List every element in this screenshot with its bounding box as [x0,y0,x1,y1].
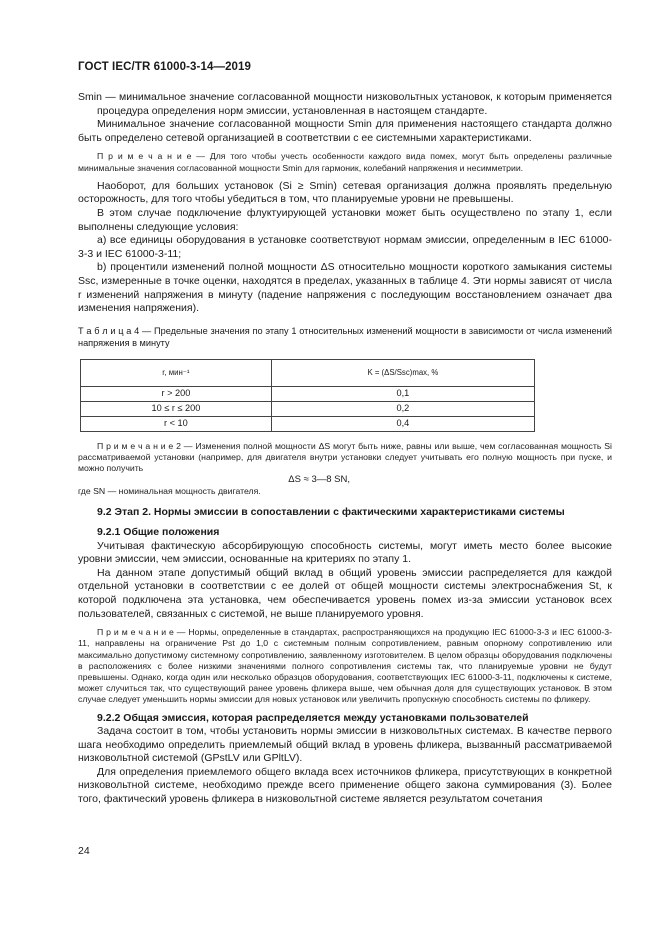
paragraph-9-2-2-a: Задача состоит в том, чтобы установить нормы эмиссии в низковольтных системах. В качестве первого шага необходимо определить приемлемый общий вклад в уровень фликера, вызванный рассматриваемой низковольтной системой (GPstLV или GPltLV). [78,725,612,765]
smin-paragraph: Минимальное значение согласованной мощности Smin для применения настоящего стандарта должно быть определено сетевой организацией в соответствии с ее системными характеристиками. [78,118,612,144]
table-row [81,416,535,431]
note-1: П р и м е ч а н и е — Для того чтобы учесть особенности каждого вида помех, могут быть определены различные минимальные значения согласованной мощности Smin для гармоник, колебаний напряжения и несимметрии. [78,151,612,173]
table-header-r: r, мин⁻¹ [81,359,272,386]
paragraph-larger-installations: Наоборот, для больших установок (Si ≥ Smin) сетевая организация должна проявлять предельную осторожность, для того чтобы убедиться в том, что планируемые уровни не превышены. [78,179,612,206]
table-row [81,386,535,401]
table-cell-k: 0,1 [271,386,534,401]
section-9-2-heading: 9.2 Этап 2. Нормы эмиссии в сопоставлении с фактическими характеристиками системы [97,506,565,519]
smin-definition: Smin — минимальное значение согласованной мощности низковольтных установок, к которым применяется процедура определения норм эмиссии, установленная в настоящем стандарте. [78,91,612,117]
table-header-row [81,359,535,386]
paragraph-9-2-2-b: Для определения приемлемого общего вклада всех источников фликера, присутствующих в конкретной низковольтной системе, необходимо прежде всего применение общего закона суммирования (3). Более того, фактический уровень фликера в низковольтной системе является результатом сочетания [78,765,612,806]
condition-b: b) процентили изменений полной мощности ΔS относительно мощности короткого замыкания системы Ssc, измеренные в точке оценки, находятся в пределах, указанных в таблице 4. Эти нормы зависят от числа r изменений напряжения в минуту (падение напряжения с последующим восстановлением означает два изменения напряжения). [78,261,612,315]
condition-a: a) все единицы оборудования в установке соответствуют нормам эмиссии, определенным в IEC 61000-3-3 и IEC 61000-3-11; [78,234,612,260]
table-cell-r: r > 200 [81,386,272,401]
paragraph-9-2-1-b: На данном этапе допустимый общий вклад в общий уровень эмиссии распределяется для каждой отдельной установки в соответствии с ее долей от общей мощности системы электроснабжения St, к которой подключена эта установка, чем обеспечивается уровень помех из-за эмиссии установок всех пользователей, связанных с системой, не выше планируемого уровня. [78,566,612,620]
table-row [81,401,535,416]
running-header: ГОСТ IEC/TR 61000-3-14—2019 [78,61,252,73]
table-cell-r: 10 ≤ r ≤ 200 [81,401,272,416]
note-3: П р и м е ч а н и е — Нормы, определенные в стандартах, распространяющихся на продукцию IEC 61000-3-3 и IEC 61000-3-11, направлены на ограничение Pst до 1,0 с системным полным сопротивлением, равным опорному сопротивлению или максимально допустимому системному сопротивлению, заявленному изготовителем. В целом образцы оборудования подключены в расположениях с более низкими значениями полного сопротивления системы так, что планируемые уровни не будут превышены. Однако, когда один или несколько образцов оборудования, соответствующих IEC 61000-3-11, подключены к системе, может случиться так, что существующий ранее уровень фликера выше, чем обычная доля для существующих установок. В этом случае следует уменьшить нормы эмиссии для новых установок или увеличить пропускную способность системы по фликеру. [78,627,612,705]
page-number: 24 [78,845,90,857]
formula-motor-power: ΔS ≈ 3—8 SN, [288,474,350,486]
table-cell-k: 0,4 [271,416,534,431]
section-9-2-2-heading: 9.2.2 Общая эмиссия, которая распределяется между установками пользователей [97,711,529,724]
table-4 [80,359,535,432]
note-2: П р и м е ч а н и е 2 — Изменения полной мощности ΔS могут быть ниже, равны или выше, чем согласованная мощность Si рассматриваемой установки (например, для двигателя внутри установки следует учитывать его полную мощность при пуске, и можно получить [78,440,612,473]
formula-where: где SN — номинальная мощность двигателя. [78,486,261,497]
section-9-2-1-heading: 9.2.1 Общие положения [97,525,220,538]
paragraph-9-2-1-a: Учитывая фактическую абсорбирующую способность системы, могут иметь место более высокие уровни эмиссии, чем эмиссии, основанные на критериях по этапу 1. [78,539,612,566]
paragraph-stage-1-conditions: В этом случае подключение флуктуирующей установки может быть осуществлено по этапу 1, если выполнены следующие условия: [78,206,612,233]
table-cell-k: 0,2 [271,401,534,416]
table-header-k: K = (ΔS/Ssc)max, % [271,359,534,386]
table-cell-r: r < 10 [81,416,272,431]
table-4-caption: Т а б л и ц а 4 — Предельные значения по этапу 1 относительных изменений мощности в зависимости от числа изменений напряжения в минуту [78,325,612,349]
page-content [78,91,612,807]
